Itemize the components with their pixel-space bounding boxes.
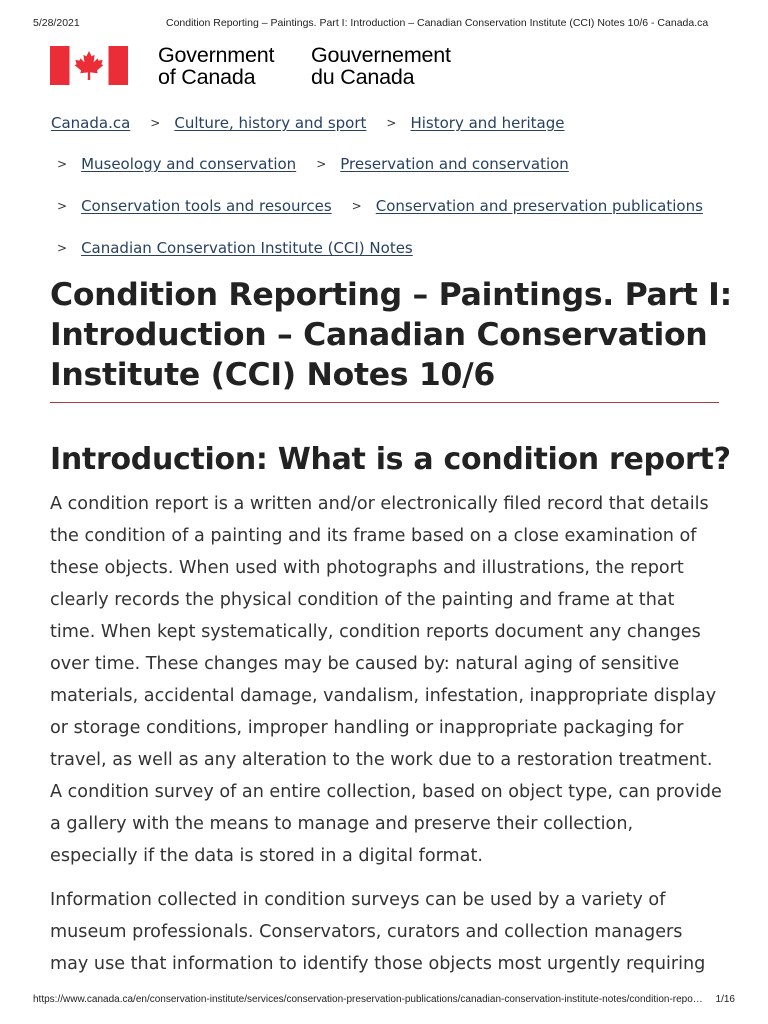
breadcrumb-separator: > (351, 199, 362, 213)
page-title-line: Condition Reporting – Paintings. Part I: (50, 277, 732, 313)
paragraph-line: A condition report is a written and/or electronically filed record that details (50, 494, 709, 514)
breadcrumb-separator: > (57, 241, 68, 255)
wordmark-en-line1: Government (158, 43, 275, 67)
print-url: https://www.canada.ca/en/conservation-institute/services/conservation-preservation-publications/canadian-conservation-institute-notes/condition-repo… (33, 994, 703, 1005)
breadcrumb-link-history-heritage[interactable]: History and heritage (410, 114, 565, 132)
print-date: 5/28/2021 (33, 17, 80, 29)
government-of-canada-signature[interactable] (50, 44, 550, 88)
print-page-number: 1/16 (715, 994, 735, 1005)
paragraph-line: a gallery with the means to manage and preserve their collection, (50, 814, 634, 834)
body-paragraph-1 (50, 488, 730, 872)
paragraph-line: travel, as well as any alteration to the work due to a restoration treatment. (50, 750, 713, 770)
paragraph-line: A condition survey of an entire collection, based on object type, can provide (50, 782, 722, 802)
breadcrumb-row (51, 239, 413, 261)
breadcrumb-link-conservation-tools[interactable]: Conservation tools and resources (81, 197, 332, 215)
paragraph-line: museum professionals. Conservators, curators and collection managers (50, 922, 683, 942)
print-header (33, 17, 735, 31)
wordmark-fr-line2: du Canada (311, 65, 415, 89)
breadcrumb-link-preservation-conservation[interactable]: Preservation and conservation (340, 155, 569, 173)
breadcrumb-separator: > (386, 116, 397, 130)
paragraph-line: clearly records the physical condition of the painting and frame at that (50, 590, 675, 610)
breadcrumb-link-museology-conservation[interactable]: Museology and conservation (81, 155, 297, 173)
breadcrumb-link-cci-notes[interactable]: Canadian Conservation Institute (CCI) Notes (81, 239, 413, 257)
page-title (50, 275, 740, 395)
print-page-title: Condition Reporting – Paintings. Part I: Introduction – Canadian Conservation Institute (CCI) Notes 10/6 - Canada.ca (166, 17, 709, 29)
breadcrumb-row (51, 197, 703, 219)
paragraph-line: especially if the data is stored in a digital format. (50, 846, 483, 866)
paragraph-line: the condition of a painting and its frame based on a close examination of (50, 526, 697, 546)
wordmark-english (158, 44, 274, 88)
wordmark-french (311, 44, 451, 88)
paragraph-line: may use that information to identify those objects most urgently requiring (50, 954, 706, 974)
print-footer (33, 994, 735, 1008)
canada-flag-icon (50, 46, 128, 85)
paragraph-line: materials, accidental damage, vandalism, infestation, inappropriate display (50, 686, 717, 706)
breadcrumb-row (51, 155, 569, 177)
paragraph-line: Information collected in condition surveys can be used by a variety of (50, 890, 666, 910)
wordmark-fr-line1: Gouvernement (311, 43, 451, 67)
breadcrumb-separator: > (57, 199, 68, 213)
paragraph-line: time. When kept systematically, condition reports document any changes (50, 622, 701, 642)
section-heading: Introduction: What is a condition report? (50, 442, 731, 477)
page-title-line: Introduction – Canadian Conservation (50, 317, 708, 353)
breadcrumb-separator: > (57, 157, 68, 171)
breadcrumb-link-canada-ca[interactable]: Canada.ca (51, 114, 131, 132)
breadcrumb-row (51, 114, 565, 136)
wordmark-en-line2: of Canada (158, 65, 256, 89)
title-divider (50, 402, 719, 403)
paragraph-line: these objects. When used with photographs and illustrations, the report (50, 558, 684, 578)
paragraph-line: or storage conditions, improper handling or inappropriate packaging for (50, 718, 684, 738)
page-title-line: Institute (CCI) Notes 10/6 (50, 357, 495, 393)
body-paragraph-2 (50, 884, 730, 980)
breadcrumb-separator: > (316, 157, 327, 171)
breadcrumb-link-conservation-publications[interactable]: Conservation and preservation publications (375, 197, 703, 215)
paragraph-line: over time. These changes may be caused by: natural aging of sensitive (50, 654, 680, 674)
breadcrumb-separator: > (150, 116, 161, 130)
breadcrumb-link-culture-history-sport[interactable]: Culture, history and sport (174, 114, 367, 132)
